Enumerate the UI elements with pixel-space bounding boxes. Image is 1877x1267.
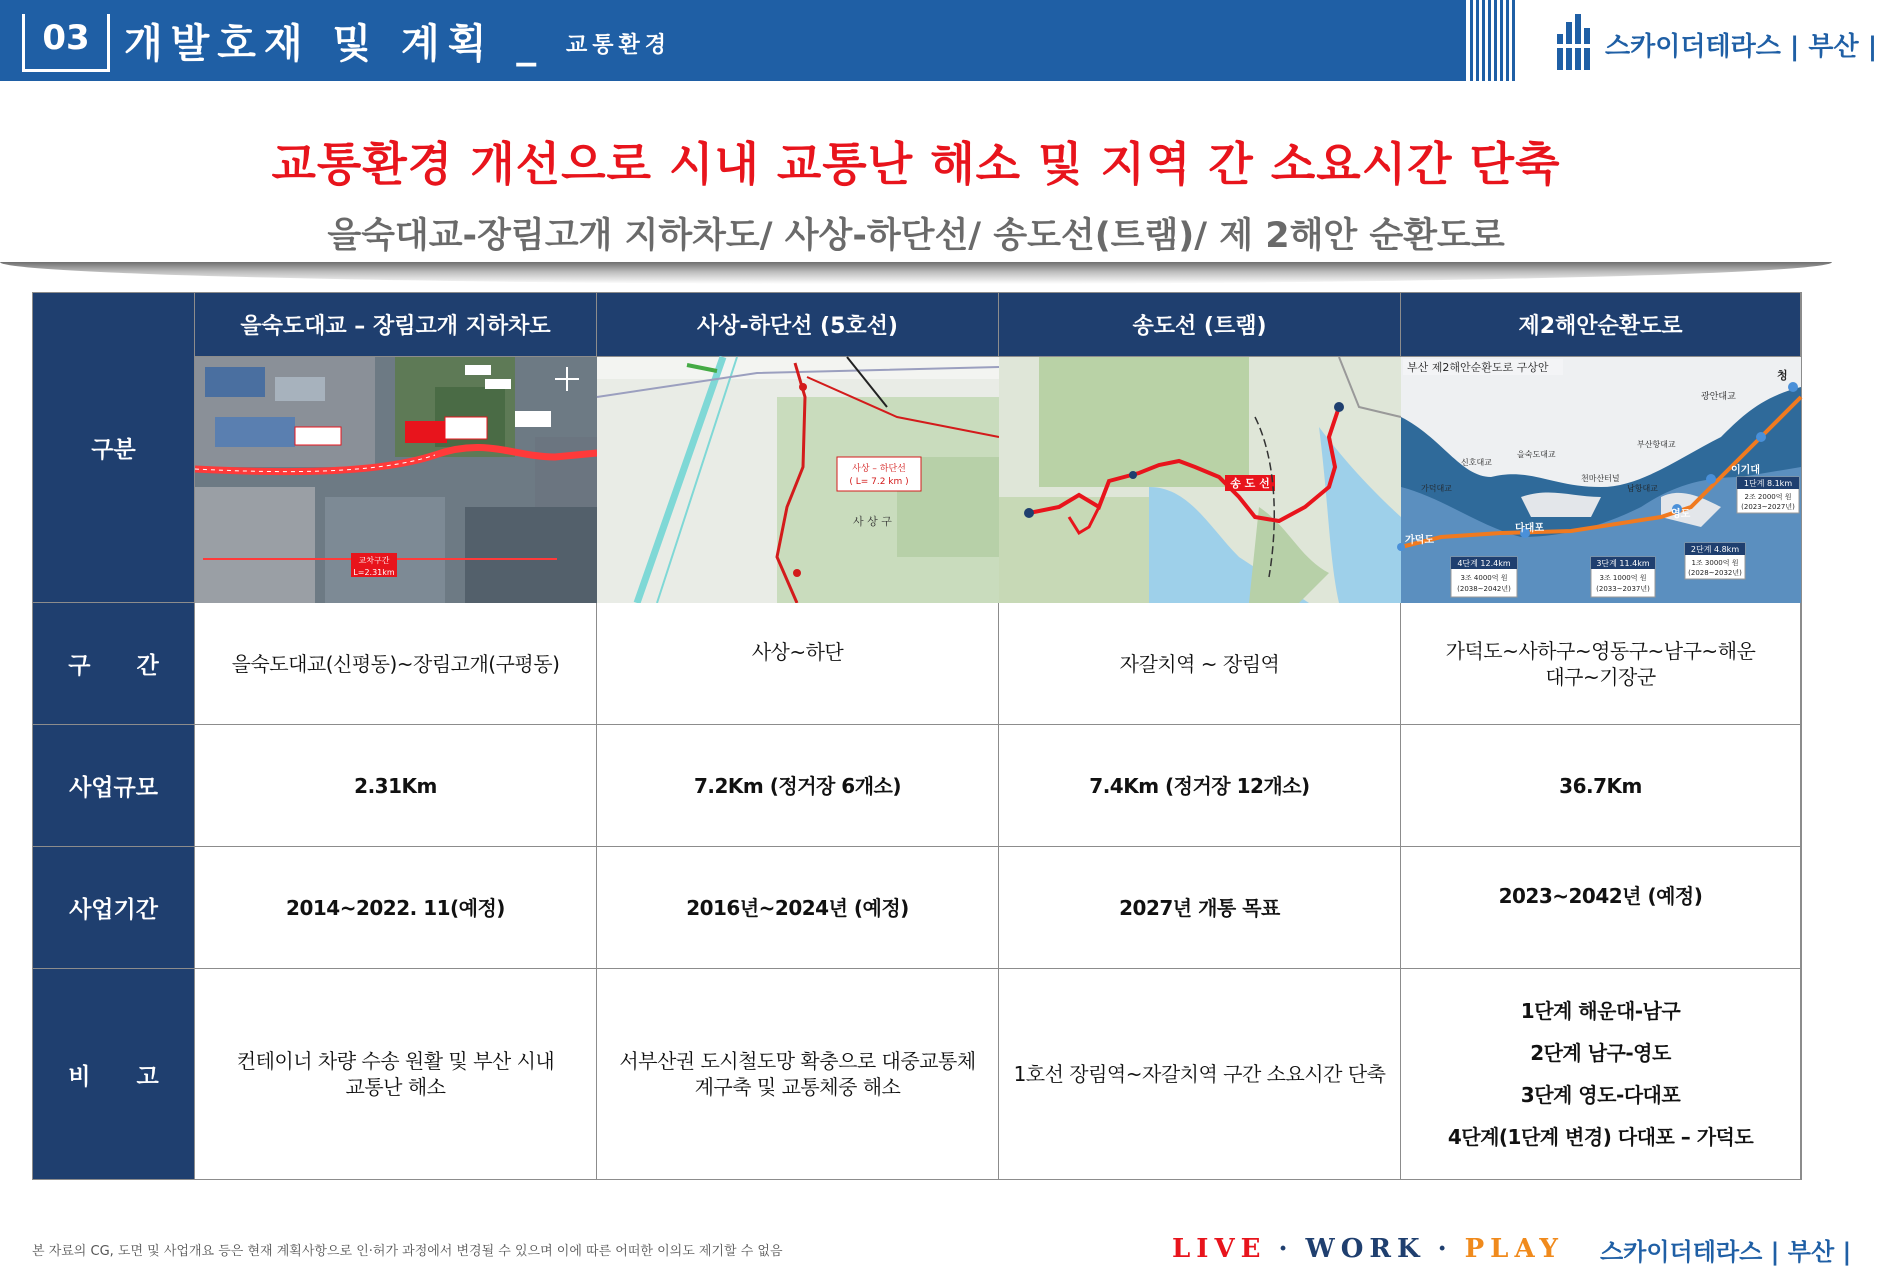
column-header: 제2해안순환도로: [1401, 293, 1801, 357]
svg-text:1조 3000억 원: 1조 3000억 원: [1691, 559, 1739, 567]
svg-text:2조 2000억 원: 2조 2000억 원: [1744, 493, 1792, 501]
svg-text:1단계 8.1km: 1단계 8.1km: [1743, 479, 1793, 488]
section-title: 개발호재 및 계획 _: [124, 21, 545, 67]
table-cell: 가덕도~사하구~영동구~남구~해운대구~기장군: [1401, 603, 1801, 725]
stage-item: 1단계 해운대-남구: [1520, 999, 1681, 1023]
svg-text:가덕대교: 가덕대교: [1421, 484, 1452, 493]
svg-text:(2033~2037년): (2033~2037년): [1596, 585, 1650, 593]
shadow-divider: [0, 262, 1832, 284]
table-row-period: [33, 847, 1803, 969]
svg-text:(2023~2027년): (2023~2027년): [1741, 503, 1795, 511]
svg-text:교차구간: 교차구간: [358, 556, 390, 565]
svg-text:사상 – 하단선: 사상 – 하단선: [852, 464, 906, 474]
svg-text:청: 청: [1777, 369, 1788, 382]
table-row-scale: [33, 725, 1803, 847]
svg-text:을숙도대교: 을숙도대교: [1517, 450, 1556, 459]
work-text: WORK: [1305, 1234, 1426, 1264]
table-cell: 2014~2022. 11(예정): [195, 847, 597, 969]
section-number: 03: [42, 18, 90, 58]
svg-text:3단계 11.4km: 3단계 11.4km: [1596, 559, 1650, 568]
svg-text:(2038~2042년): (2038~2042년): [1457, 585, 1511, 593]
row-label: 비 고: [33, 969, 195, 1180]
svg-text:사 상 구: 사 상 구: [853, 515, 892, 528]
table-cell: 자갈치역 ~ 장림역: [999, 603, 1401, 725]
table-cell: 2023~2042년 (예정): [1401, 847, 1801, 969]
table-cell: 1호선 장림역~자갈치역 구간 소요시간 단축: [999, 969, 1401, 1180]
row-label: 구 간: [33, 603, 195, 725]
tram-route-map-icon: [999, 357, 1401, 603]
footer-logo: 스카이더테라스 | 부산 |: [1600, 1238, 1852, 1266]
stage-item: 3단계 영도-다대포: [1520, 1083, 1681, 1107]
section-subtitle: 교통환경: [566, 33, 672, 58]
svg-text:이기대: 이기대: [1731, 465, 1760, 476]
table-cell: 36.7Km: [1401, 725, 1801, 847]
stage-item: 2단계 남구-영도: [1530, 1041, 1671, 1065]
table-cell-stages: [1401, 969, 1801, 1180]
svg-text:송 도 선: 송 도 선: [1230, 477, 1270, 490]
table-row-section: [33, 603, 1803, 725]
table-cell: 컨테이너 차량 수송 원활 및 부산 시내 교통난 해소: [195, 969, 597, 1180]
live-text: LIVE: [1172, 1234, 1267, 1264]
separator: ·: [1437, 1234, 1453, 1264]
table-row-division: [33, 357, 1803, 603]
table-cell: 사상~하단: [597, 603, 999, 725]
svg-text:가덕도: 가덕도: [1405, 535, 1434, 546]
map-eulsukdo-tunnel: [195, 357, 597, 603]
table-cell: 2016년~2024년 (예정): [597, 847, 999, 969]
map-sasang-hadan-line: [597, 357, 999, 603]
stage-item: 4단계(1단계 변경) 다대포 – 가덕도: [1447, 1125, 1754, 1149]
table-header-row: [33, 293, 1803, 357]
table-row-remarks: [33, 969, 1803, 1180]
svg-text:영도: 영도: [1671, 509, 1691, 520]
table-cell: 을숙도대교(신평동)~장림고개(구평동): [195, 603, 597, 725]
table-cell: 7.2Km (정거장 6개소): [597, 725, 999, 847]
skyscraper-logo-icon: [1555, 14, 1593, 72]
svg-text:남항대교: 남항대교: [1627, 484, 1658, 493]
column-header: 송도선 (트램): [999, 293, 1401, 357]
aerial-map-icon: [195, 357, 597, 603]
table-cell: 서부산권 도시철도망 확충으로 대중교통체계구축 및 교통체중 해소: [597, 969, 999, 1180]
svg-text:4단계 12.4km: 4단계 12.4km: [1457, 559, 1511, 568]
svg-text:부산 제2해안순환도로 구상안: 부산 제2해안순환도로 구상안: [1407, 361, 1549, 374]
column-header: 사상-하단선 (5호선): [597, 293, 999, 357]
disclaimer: 본 자료의 CG, 도면 및 사업개요 등은 현재 계획사항으로 인·허가 과정에서 변경될 수 있으며 이에 따른 어떠한 이의도 제기할 수 없음: [32, 1244, 783, 1259]
section-frame-gap: [0, 0, 112, 14]
svg-text:( L= 7.2 km ): ( L= 7.2 km ): [849, 477, 909, 487]
coastal-road-map-icon: [1401, 357, 1801, 603]
svg-text:3조 1000억 원: 3조 1000억 원: [1599, 574, 1647, 582]
route-map-icon: [597, 357, 999, 603]
row-label: 사업기간: [33, 847, 195, 969]
play-text: PLAY: [1464, 1234, 1564, 1264]
table-cell: 7.4Km (정거장 12개소): [999, 725, 1401, 847]
header-stripes: [1470, 0, 1518, 81]
headline: 교통환경 개선으로 시내 교통난 해소 및 지역 간 소요시간 단축: [271, 137, 1561, 191]
svg-text:L=2.31km: L=2.31km: [353, 568, 395, 577]
svg-text:2단계 4.8km: 2단계 4.8km: [1690, 545, 1740, 554]
column-header: 을숙도대교 – 장림고개 지하차도: [195, 293, 597, 357]
svg-text:(2028~2032년): (2028~2032년): [1688, 569, 1742, 577]
logo-text: 스카이더테라스 | 부산 |: [1605, 32, 1877, 62]
row-label: 사업규모: [33, 725, 195, 847]
subheadline: 을숙대교-장림고개 지하차도/ 사상-하단선/ 송도선(트램)/ 제 2해안 순환도로: [327, 216, 1505, 256]
transport-table: [32, 292, 1802, 1180]
map-songdo-tram: [999, 357, 1401, 603]
svg-text:다대포: 다대포: [1515, 523, 1544, 534]
map-coastal-road: [1401, 357, 1801, 603]
svg-text:천마산터널: 천마산터널: [1581, 474, 1620, 483]
row-label: 구분: [33, 293, 195, 603]
table-cell: 2027년 개통 목표: [999, 847, 1401, 969]
svg-text:부산항대교: 부산항대교: [1637, 440, 1676, 449]
svg-text:신호대교: 신호대교: [1461, 458, 1492, 467]
svg-text:3조 4000억 원: 3조 4000억 원: [1460, 574, 1508, 582]
svg-text:광안대교: 광안대교: [1701, 392, 1736, 402]
table-cell: 2.31Km: [195, 725, 597, 847]
live-work-play: [1172, 1234, 1564, 1264]
brand-logo: [1555, 14, 1877, 74]
separator: ·: [1278, 1234, 1294, 1264]
